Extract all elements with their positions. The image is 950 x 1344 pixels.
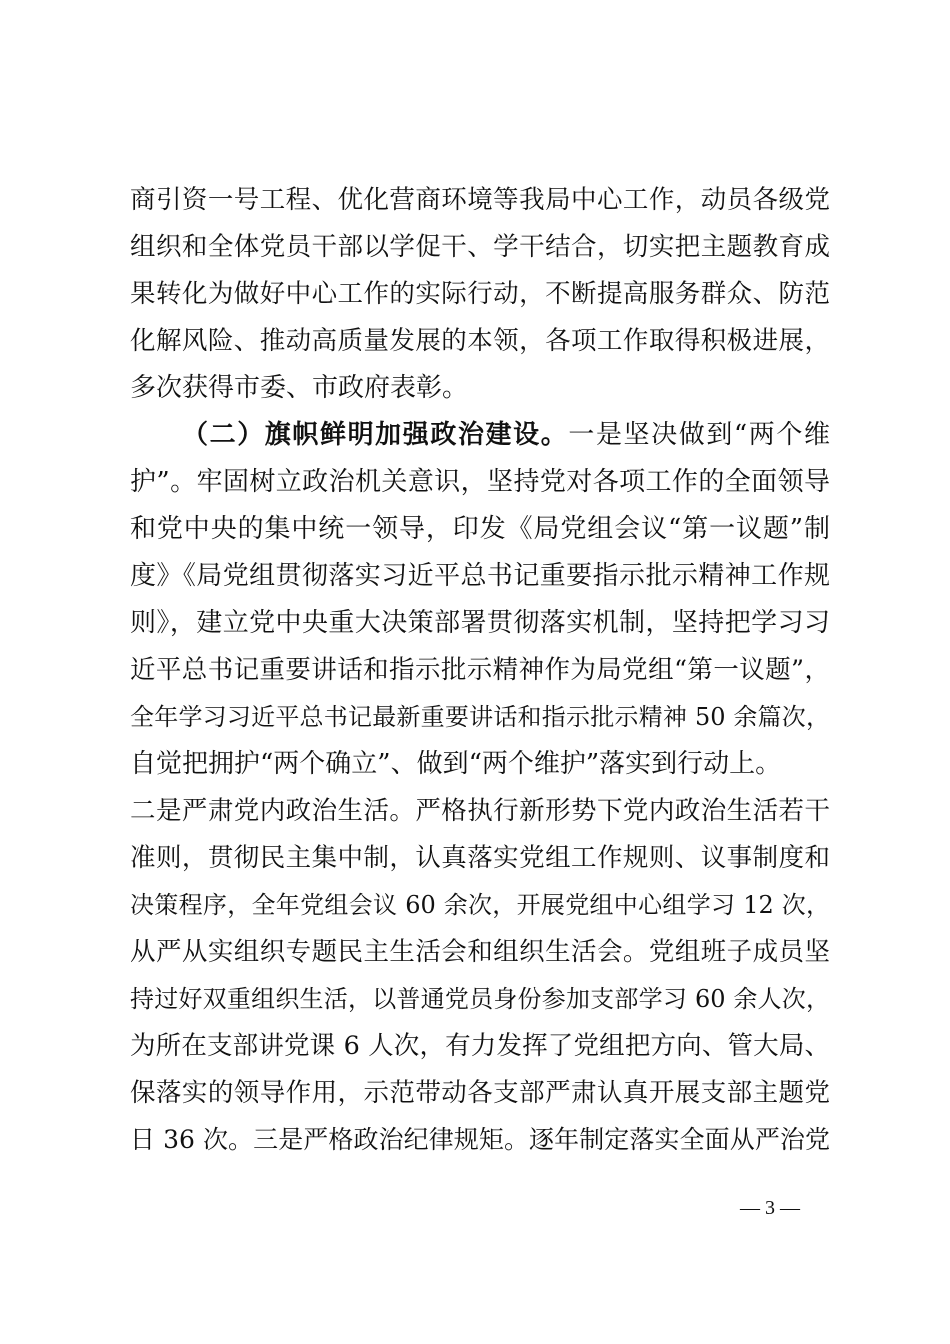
page-number: — 3 — — [740, 1197, 800, 1219]
text-line: 和党中央的集中统一领导，印发《局党组会议“第一议题”制 — [130, 514, 830, 544]
text-line: 自觉把拥护“两个确立”、做到“两个维护”落实到行动上。 — [130, 749, 782, 779]
text-line: 多次获得市委、市政府表彰。 — [130, 373, 469, 403]
text-line: 持过好双重组织生活，以普通党员身份参加支部学习 60 余人次， — [130, 985, 830, 1013]
text-line: 全年学习习近平总书记最新重要讲话和指示批示精神 50 余篇次， — [130, 703, 830, 731]
section-heading: （二）旗帜鲜明加强政治建设。 — [182, 420, 569, 450]
text-line: 则》，建立党中央重大决策部署贯彻落实机制，坚持把学习习 — [130, 608, 830, 638]
text-line: 准则，贯彻民主集中制，认真落实党组工作规则、议事制度和 — [130, 843, 830, 873]
text-line: 决策程序，全年党组会议 60 余次，开展党组中心组学习 12 次， — [130, 891, 830, 919]
text-line: 果转化为做好中心工作的实际行动，不断提高服务群众、防范 — [130, 279, 830, 309]
text-line: 二是严肃党内政治生活。严格执行新形势下党内政治生活若干 — [130, 796, 830, 826]
text-fragment: 一是坚决做到“两个维 — [568, 420, 830, 450]
text-line: 从严从实组织专题民主生活会和组织生活会。党组班子成员坚 — [130, 937, 830, 967]
text-line: 护”。牢固树立政治机关意识，坚持党对各项工作的全面领导 — [130, 467, 830, 497]
text-line: 为所在支部讲党课 6 人次，有力发挥了党组把方向、管大局、 — [130, 1031, 830, 1061]
text-line: 保落实的领导作用，示范带动各支部严肃认真开展支部主题党 — [130, 1078, 830, 1108]
text-line: 近平总书记重要讲话和指示批示精神作为局党组“第一议题”， — [130, 655, 830, 685]
text-line: 化解风险、推动高质量发展的本领，各项工作取得积极进展， — [130, 326, 830, 356]
text-line: 商引资一号工程、优化营商环境等我局中心工作，动员各级党 — [130, 185, 830, 215]
text-line: 度》《局党组贯彻落实习近平总书记重要指示批示精神工作规 — [130, 561, 830, 591]
section-heading-line — [182, 420, 830, 450]
text-line: 日 36 次。三是严格政治纪律规矩。逐年制定落实全面从严治党 — [130, 1125, 830, 1154]
text-line: 组织和全体党员干部以学促干、学干结合，切实把主题教育成 — [130, 232, 830, 262]
